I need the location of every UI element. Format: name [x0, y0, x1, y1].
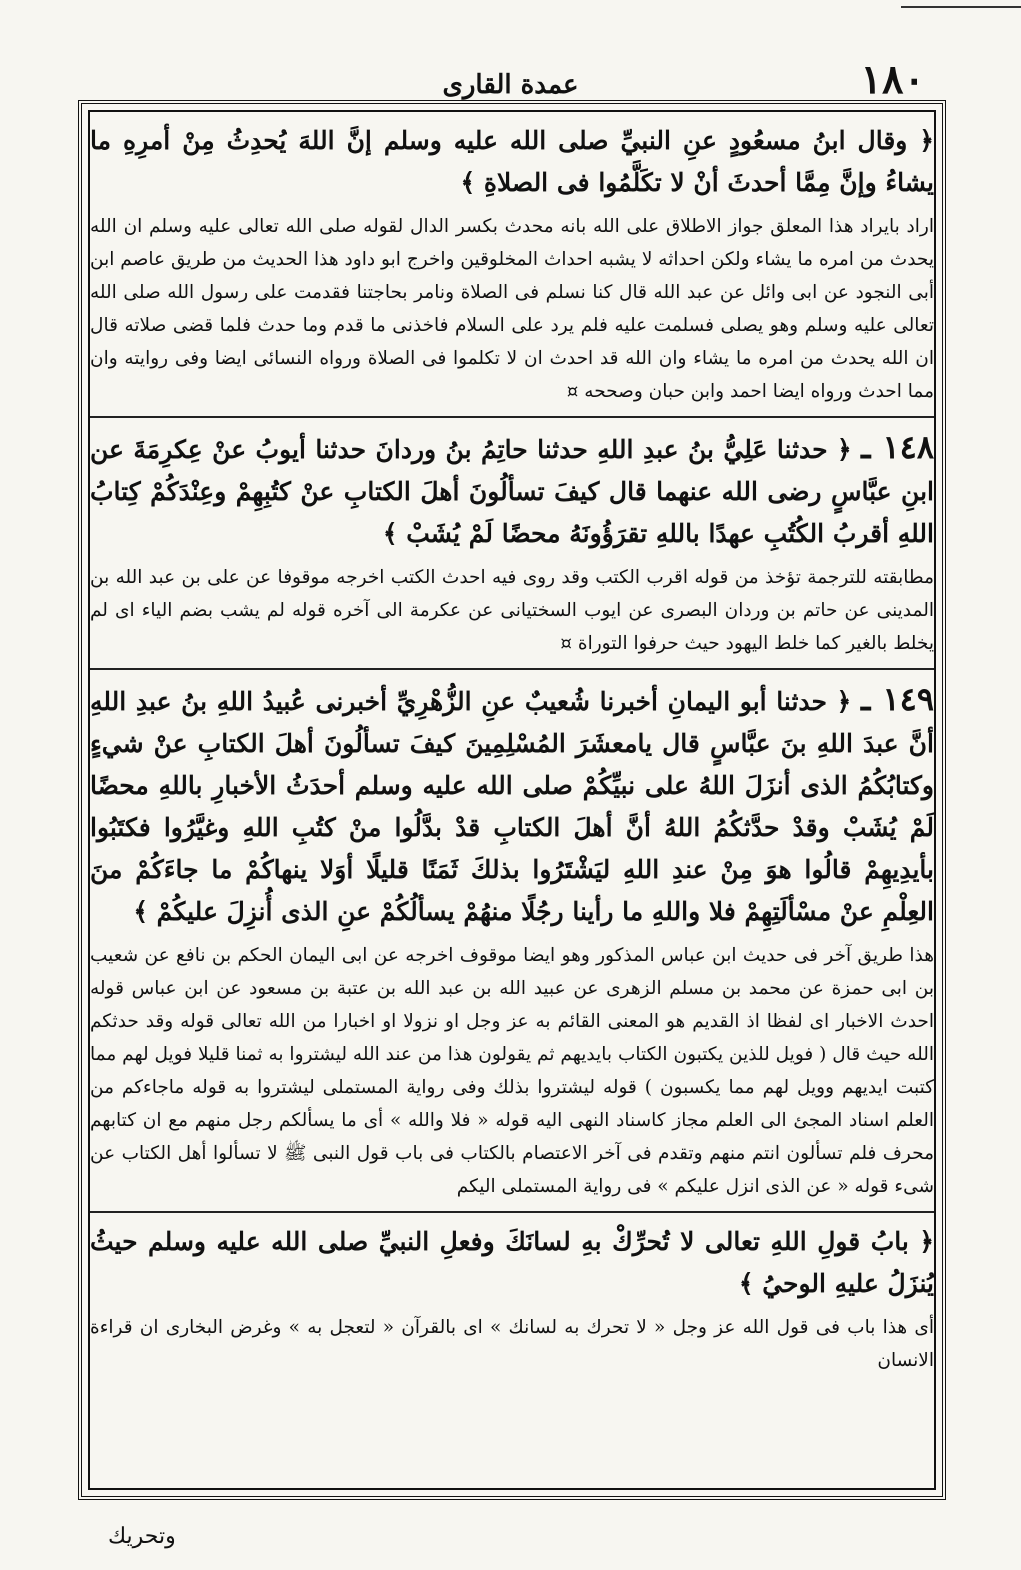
commentary-paragraph	[90, 210, 934, 408]
hadith-number: ١٤٨ ـ	[861, 428, 934, 466]
section-divider	[90, 416, 934, 418]
section-divider	[90, 668, 934, 670]
hadith-148	[90, 426, 934, 555]
hadith-149	[90, 678, 934, 933]
commentary-paragraph	[90, 939, 934, 1203]
commentary-paragraph	[90, 1311, 934, 1377]
page-number: ١٨٠	[860, 56, 925, 103]
quote-ibn-masud	[90, 120, 934, 204]
catchword: وتحريك	[108, 1524, 176, 1549]
chapter-heading	[90, 1221, 934, 1305]
commentary-text: مطابقته للترجمة تؤخذ من قوله اقرب الكتب وقد روى فيه احدث الكتب اخرجه موقوفا عن على بن عبد الله بن المدينى عن حاتم بن وردان البصرى عن ايوب السختيانى عن عكرمة الى آخره قوله لم يشب بضم الياء اى لم يخلط بالغير كما خلط اليهود حيث حرفوا التوراة ¤	[90, 567, 934, 654]
hadith-text: ﴿ حدثنا أبو اليمانِ أخبرنا شُعيبٌ عنِ الزُّهْرِيِّ أخبرنى عُبيدُ اللهِ بنُ عبدِ اللهِ أنَّ عبدَ اللهِ بنَ عبَّاسٍ قال يامعشَرَ المُسْلِمِينَ كيفَ تسألُونَ أهلَ الكتابِ عنْ شيءٍ وكتابُكُمُ الذى أنزَلَ اللهُ على نبيِّكُمْ صلى الله عليه وسلم أحدَثُ الأخبارِ باللهِ محضًا لَمْ يُشَبْ وقدْ حدَّثكُمُ اللهُ أنَّ أهلَ الكتابِ قدْ بدَّلُوا منْ كتُبِ اللهِ وغيَّرُوا فكتَبُوا بأيدِيهِمْ قالُوا هوَ مِنْ عندِ اللهِ ليَشْتَرُوا بذلكَ ثَمَنًا قليلًا أوَلا ينهاكُمْ ما جاءَكُمْ منَ العِلْمِ عنْ مسْألَتِهِمْ فلا واللهِ ما رأينا رجُلًا منهُمْ يسألُكُمْ عنِ الذى أُنزِلَ عليكُمْ ﴾	[90, 687, 934, 926]
commentary-text: اراد بايراد هذا المعلق جواز الاطلاق على الله بانه محدث بكسر الدال لقوله صلى الله تعالى عليه وسلم ان الله يحدث من امره ما يشاء ولكن احداثه لا يشبه احداث المخلوقين واخرج ابو داود هذا الحديث من طريق عاصم ابن أبى النجود عن ابى وائل عن عبد الله قال كنا نسلم فى الصلاة ونامر بحاجتنا فقدمت على رسول الله صلى الله تعالى عليه وسلم وهو يصلى فسلمت عليه فلم يرد على السلام فاخذنى ما قدم وما حدث فلما قضى صلاته قال ان الله يحدث من امره ما يشاء وان الله قد احدث ان لا تكلموا فى الصلاة ورواه النسائى ايضا وفى روايته وان مما احدث ورواه ايضا احمد وابن حبان وصححه ¤	[90, 216, 934, 402]
corner-rule	[901, 0, 1021, 8]
main-text	[90, 120, 934, 1490]
section-divider	[90, 1211, 934, 1213]
commentary-text: أى هذا باب فى قول الله عز وجل « لا تحرك به لسانك » اى بالقرآن « لتعجل به » وغرض البخارى ان قراءة الانسان	[90, 1317, 934, 1371]
chapter-heading-text: ﴿ بابُ قولِ اللهِ تعالى لا تُحرِّكْ بهِ لسانَكَ وفعلِ النبيِّ صلى الله عليه وسلم حيثُ يُنزَلُ عليهِ الوحيُ ﴾	[90, 1227, 934, 1298]
commentary-text: هذا طريق آخر فى حديث ابن عباس المذكور وهو ايضا موقوف اخرجه عن ابى اليمان الحكم بن نافع عن شعيب بن ابى حمزة عن محمد بن مسلم الزهرى عن عبيد الله بن عبد الله بن عتبة بن مسعود عن ابن عباس قوله احدث الاخبار اى لفظا اذ القديم هو المعنى القائم به عز وجل او نزولا او اخبارا من الله تعالى قوله وقد حدثكم الله حيث قال ( فويل للذين يكتبون الكتاب بايديهم ثم يقولون هذا من عند الله ليشتروا به ثمنا قليلا فويل لهم مما كتبت ايديهم وويل لهم مما يكسبون ) قوله ليشتروا بذلك وفى رواية المستملى ليشتروا به قوله ماجاءكم من العلم اسناد المجئ الى العلم مجاز كاسناد النهى اليه قوله « فلا والله » أى ما يسألكم رجل منهم مع ان كتابهم محرف فلم تسألون انتم منهم وتقدم فى آخر الاعتصام بالكتاب فى باب قول النبى ﷺ لا تسألوا أهل الكتاب عن شىء قوله « عن الذى انزل عليكم » فى رواية المستملى اليكم	[90, 945, 934, 1197]
commentary-paragraph	[90, 561, 934, 660]
hadith-text: ﴿ حدثنا عَلِيُّ بنُ عبدِ اللهِ حدثنا حاتِمُ بنُ وردانَ حدثنا أيوبُ عنْ عِكرِمَةَ عن ابنِ عبَّاسٍ رضى الله عنهما قال كيفَ تسألُونَ أهلَ الكتابِ عنْ كتُبِهِمْ وعِنْدَكُمْ كِتابُ اللهِ أقربُ الكُتُبِ عهدًا باللهِ تقرَؤُونَهُ محضًا لَمْ يُشَبْ ﴾	[90, 435, 934, 548]
quote-text: ﴿ وقال ابنُ مسعُودٍ عنِ النبيِّ صلى الله عليه وسلم إنَّ اللهَ يُحدِثُ مِنْ أمرِهِ ما يشاءُ وإنَّ مِمَّا أحدثَ أنْ لا تكَلَّمُوا فى الصلاةِ ﴾	[90, 126, 934, 197]
running-title: عمدة القارى	[442, 70, 579, 100]
hadith-number: ١٤٩ ـ	[860, 680, 934, 718]
